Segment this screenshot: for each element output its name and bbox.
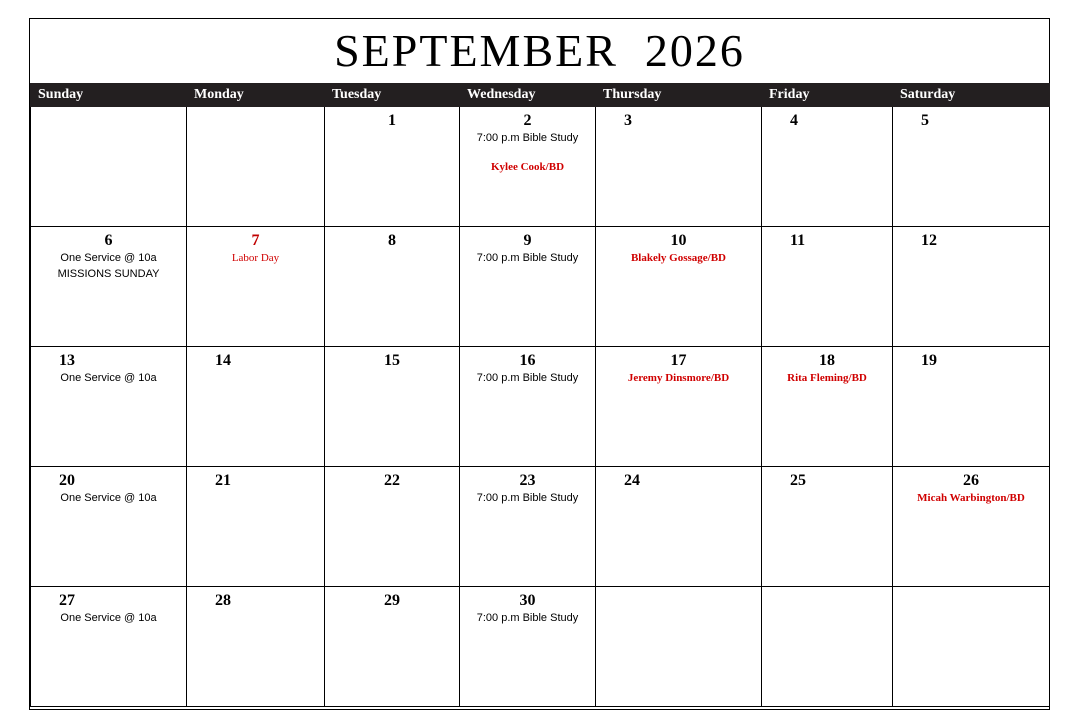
weekday-header-row	[31, 84, 1050, 107]
calendar-cell-empty	[596, 587, 762, 707]
calendar-event: 7:00 p.m Bible Study	[476, 612, 579, 624]
weekday-header-wednesday: Wednesday	[460, 84, 596, 107]
calendar-cell-empty	[31, 107, 187, 227]
calendar-day-cell[interactable]	[596, 347, 762, 467]
day-number: 28	[215, 592, 231, 609]
day-number: 6	[104, 232, 113, 249]
calendar-event: 7:00 p.m Bible Study	[476, 372, 579, 384]
day-number: 5	[921, 112, 929, 129]
calendar-event: One Service @ 10a	[60, 612, 157, 624]
calendar-day-cell[interactable]	[460, 227, 596, 347]
day-number: 7	[251, 232, 260, 249]
calendar-week-row	[31, 347, 1050, 467]
calendar-day-cell[interactable]	[893, 107, 1050, 227]
calendar-event: Labor Day	[231, 252, 280, 264]
day-number: 22	[384, 472, 400, 489]
calendar-day-cell[interactable]	[31, 227, 187, 347]
calendar-day-cell[interactable]	[31, 587, 187, 707]
calendar-week-row	[31, 227, 1050, 347]
day-number: 25	[790, 472, 806, 489]
day-number: 30	[519, 592, 536, 609]
day-number: 27	[59, 592, 75, 609]
day-number: 11	[790, 232, 806, 249]
calendar-event: Jeremy Dinsmore/BD	[627, 372, 730, 384]
calendar-table	[30, 83, 1050, 707]
calendar-day-cell[interactable]	[325, 587, 460, 707]
calendar-week-row	[31, 587, 1050, 707]
day-number: 16	[519, 352, 536, 369]
calendar-day-cell[interactable]	[893, 467, 1050, 587]
calendar-day-cell[interactable]	[460, 107, 596, 227]
calendar-day-cell[interactable]	[187, 347, 325, 467]
day-number: 23	[519, 472, 536, 489]
weekday-header-sunday: Sunday	[31, 84, 187, 107]
day-number: 21	[215, 472, 231, 489]
calendar-day-cell[interactable]	[325, 347, 460, 467]
day-number: 8	[388, 232, 396, 249]
calendar-day-cell[interactable]	[325, 227, 460, 347]
calendar-day-cell[interactable]	[762, 107, 893, 227]
day-number: 13	[59, 352, 75, 369]
weekday-header-saturday: Saturday	[893, 84, 1050, 107]
calendar-event: 7:00 p.m Bible Study	[476, 492, 579, 504]
page-title: SEPTEMBER 2026	[334, 25, 745, 76]
calendar-event: One Service @ 10a	[60, 372, 157, 384]
calendar-day-cell[interactable]	[596, 467, 762, 587]
calendar-day-cell[interactable]	[31, 347, 187, 467]
day-number: 29	[384, 592, 400, 609]
calendar-event: One Service @ 10a	[60, 492, 157, 504]
calendar-week-row	[31, 107, 1050, 227]
calendar-week-row	[31, 467, 1050, 587]
day-number: 14	[215, 352, 231, 369]
calendar-cell-empty	[762, 587, 893, 707]
day-number: 19	[921, 352, 937, 369]
calendar-day-cell[interactable]	[762, 467, 893, 587]
calendar-day-cell[interactable]	[460, 467, 596, 587]
calendar-day-cell[interactable]	[762, 347, 893, 467]
calendar-day-cell[interactable]	[31, 467, 187, 587]
day-number: 18	[819, 352, 835, 369]
calendar-body	[31, 107, 1050, 707]
calendar-event: One Service @ 10a	[60, 252, 157, 264]
day-number: 3	[624, 112, 632, 129]
day-number: 17	[670, 352, 687, 369]
calendar-event: Kylee Cook/BD	[490, 161, 565, 173]
weekday-header-thursday: Thursday	[596, 84, 762, 107]
day-number: 26	[963, 472, 979, 489]
calendar-event: Rita Fleming/BD	[787, 372, 867, 384]
calendar-event: 7:00 p.m Bible Study	[476, 132, 579, 144]
calendar-day-cell[interactable]	[187, 467, 325, 587]
calendar-day-cell[interactable]	[187, 587, 325, 707]
day-number: 24	[624, 472, 640, 489]
day-number: 1	[388, 112, 396, 129]
calendar-day-cell[interactable]	[596, 227, 762, 347]
day-number: 10	[670, 232, 687, 249]
calendar-frame	[29, 18, 1050, 710]
calendar-day-cell[interactable]	[893, 347, 1050, 467]
calendar-day-cell[interactable]	[596, 107, 762, 227]
calendar-day-cell[interactable]	[893, 227, 1050, 347]
calendar-cell-empty	[893, 587, 1050, 707]
calendar-event: MISSIONS SUNDAY	[57, 268, 160, 280]
calendar-day-cell[interactable]	[762, 227, 893, 347]
day-number: 2	[523, 112, 532, 129]
calendar-day-cell[interactable]	[460, 587, 596, 707]
day-number: 4	[790, 112, 798, 129]
day-number: 12	[921, 232, 937, 249]
day-number: 15	[384, 352, 400, 369]
weekday-header-friday: Friday	[762, 84, 893, 107]
calendar-day-cell[interactable]	[187, 227, 325, 347]
calendar-day-cell[interactable]	[460, 347, 596, 467]
calendar-event: Blakely Gossage/BD	[630, 252, 727, 264]
weekday-header-tuesday: Tuesday	[325, 84, 460, 107]
calendar-day-cell[interactable]	[325, 107, 460, 227]
day-number: 9	[523, 232, 532, 249]
calendar-event: Micah Warbington/BD	[917, 492, 1025, 504]
calendar-cell-empty	[187, 107, 325, 227]
calendar-day-cell[interactable]	[325, 467, 460, 587]
day-number: 20	[59, 472, 75, 489]
calendar-event: 7:00 p.m Bible Study	[476, 252, 579, 264]
weekday-header-monday: Monday	[187, 84, 325, 107]
